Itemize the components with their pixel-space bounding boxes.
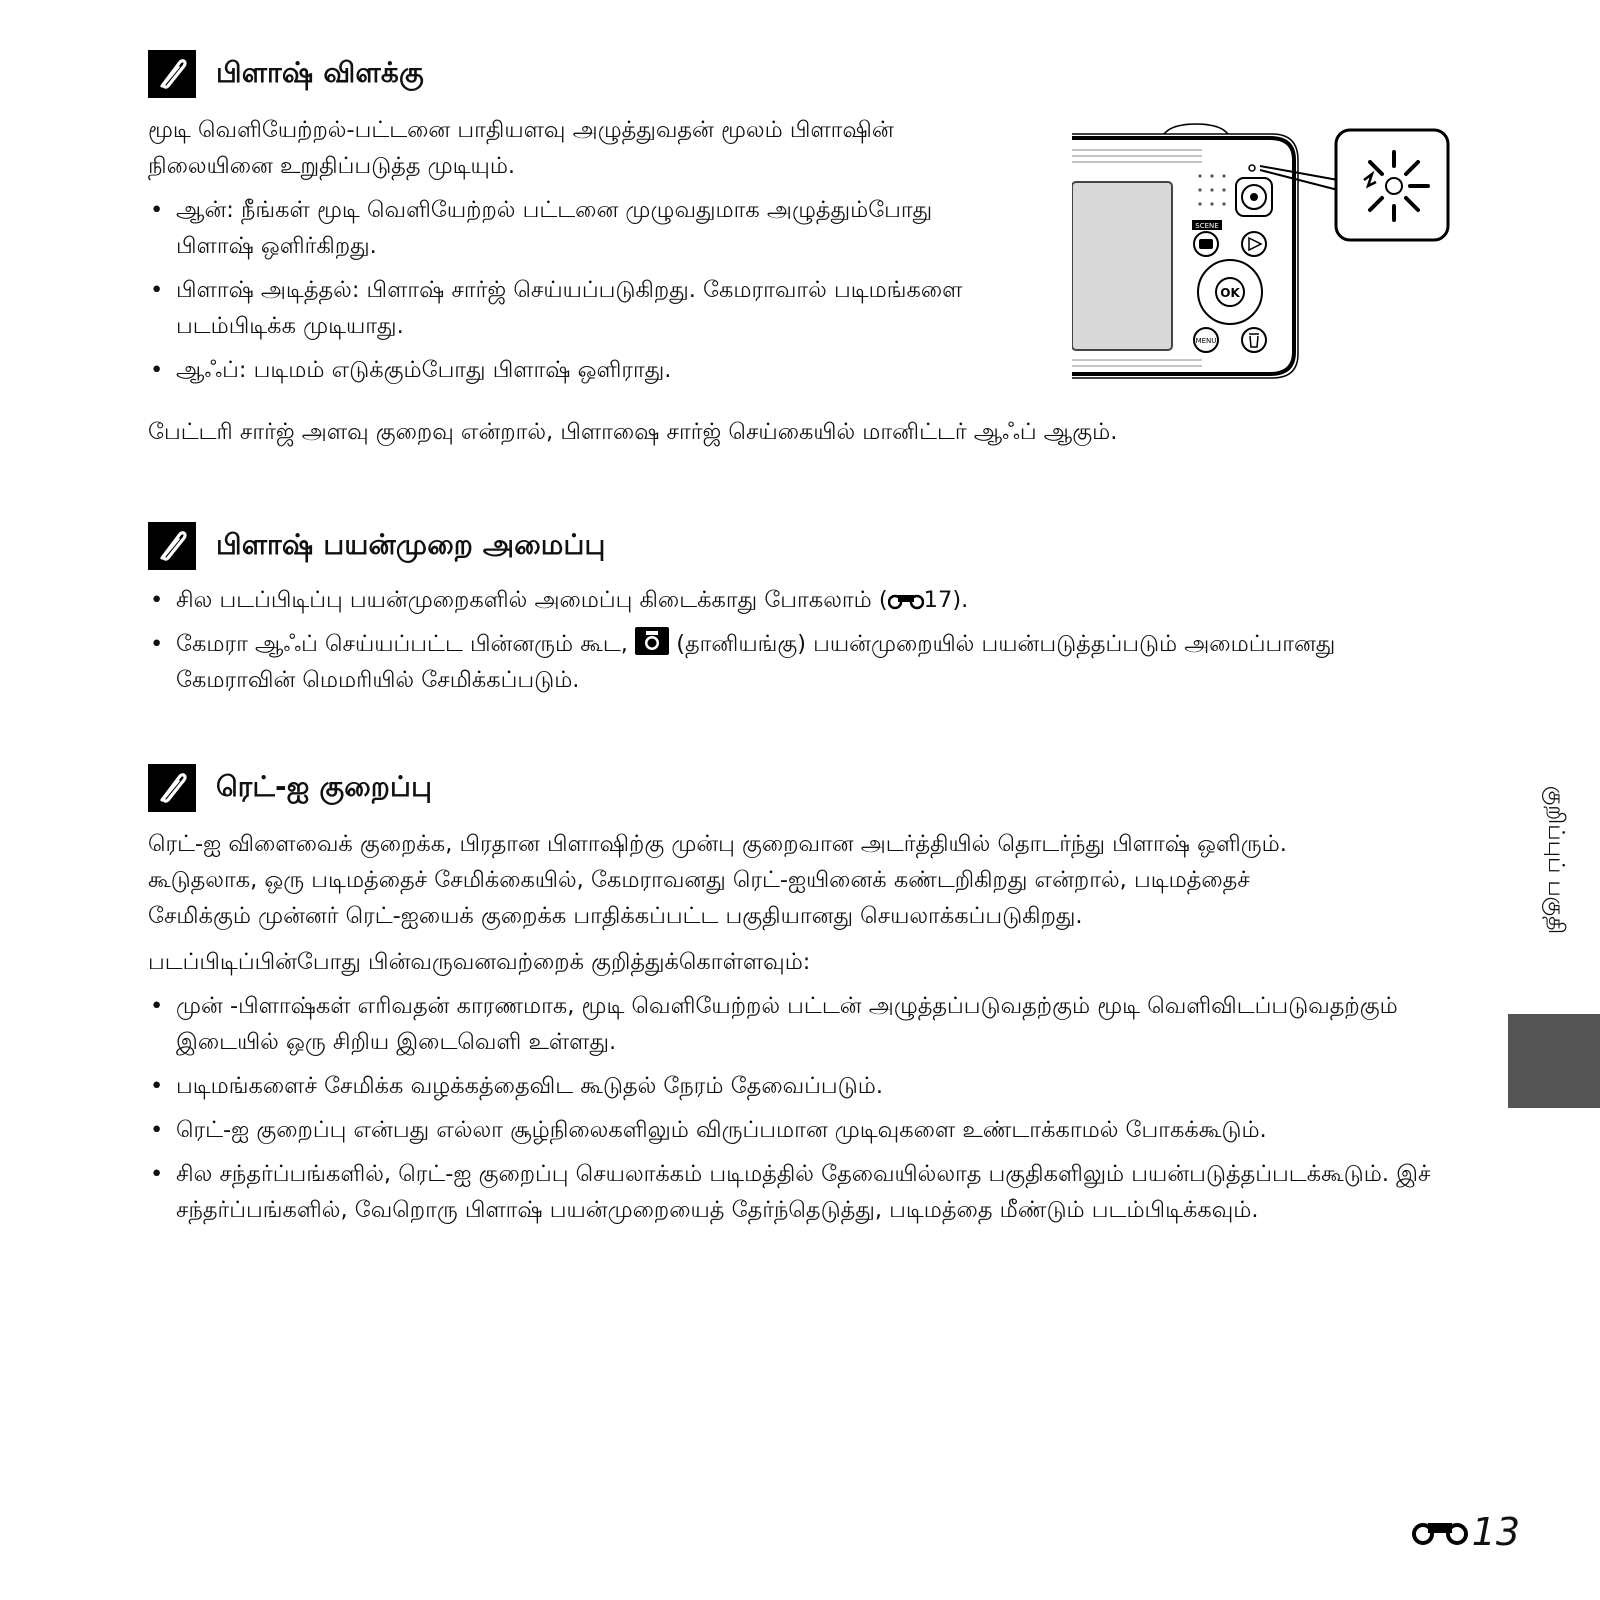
list-item: • ஆன்: நீங்கள் மூடி வெளியேற்றல் பட்டனை முழுவதுமாக அழுத்தும்போது பிளாஷ் ஒளிர்கிறது. <box>148 192 978 264</box>
bullet-list <box>148 192 978 388</box>
reference-icon <box>888 591 924 611</box>
note-pencil-icon <box>148 522 196 570</box>
section-paragraph: படப்பிடிப்பின்போது பின்வருவனவற்றைக் குறித்துக்கொள்ளவும்: <box>148 949 811 975</box>
list-item: • சில படப்பிடிப்பு பயன்முறைகளில் அமைப்பு கிடைக்காது போகலாம் ( 17). <box>148 582 1438 618</box>
list-item: • முன் -பிளாஷ்கள் எரிவதன் காரணமாக, மூடி வெளியேற்றல் பட்டன் அழுத்தப்படுவதற்கும் மூடி வெளிவிடப்படுவதற்கும் இடையில் ஒரு சிறிய இடைவெளி உள்ளது. <box>148 988 1438 1060</box>
list-item: • சில சந்தர்ப்பங்களில், ரெட்-ஐ குறைப்பு செயலாக்கம் படிமத்தில் தேவையில்லாத பகுதிகளிலும் பயன்படுத்தப்படக்கூடும். இச் சந்தர்ப்பங்களில், வேறொரு பிளாஷ் பயன்முறையைத் தேர்ந்தெடுத்து, படிமத்தை மீண்டும் படம்பிடிக்கவும். <box>148 1156 1438 1228</box>
section-footer-text: பேட்டரி சார்ஜ் அளவு குறைவு என்றால், பிளாஷை சார்ஜ் செய்கையில் மானிட்டர் ஆஃப் ஆகும். <box>148 419 1118 445</box>
section-paragraph: மூடி வெளியேற்றல்-பட்டனை பாதியளவு அழுத்துவதன் மூலம் பிளாஷின் நிலையினை உறுதிப்படுத்த முடியும். <box>148 117 894 179</box>
section-heading: பிளாஷ் பயன்முறை அமைப்பு <box>148 518 1438 574</box>
list-item: • பிளாஷ் அடித்தல்: பிளாஷ் சார்ஜ் செய்யப்படுகிறது. கேமராவால் படிமங்களை படம்பிடிக்க முடியாது. <box>148 272 978 344</box>
section-red-eye-reduction <box>148 760 1438 1228</box>
list-item: • படிமங்களைச் சேமிக்க வழக்கத்தைவிட கூடுதல் நேரம் தேவைப்படும். <box>148 1068 1438 1104</box>
camera-icon <box>635 627 669 655</box>
menu-label: MENU <box>1195 337 1217 345</box>
scene-label: SCENE <box>1195 222 1219 230</box>
camera-back-illustration <box>1072 120 1462 380</box>
section-heading: பிளாஷ் விளக்கு <box>148 46 1008 102</box>
section-heading: ரெட்-ஐ குறைப்பு <box>148 760 1438 816</box>
list-item: • கேமரா ஆஃப் செய்யப்பட்ட பின்னரும் கூட, (தானியங்கு) பயன்முறையில் பயன்படுத்தப்படும் அமைப்பானது கேமராவின் மெமரியில் சேமிக்கப்படும். <box>148 626 1438 698</box>
note-pencil-icon <box>148 50 196 98</box>
page-number: 13 <box>1412 1510 1520 1554</box>
section-paragraph: ரெட்-ஐ விளைவைக் குறைக்க, பிரதான பிளாஷிற்கு முன்பு குறைவான அடர்த்தியில் தொடர்ந்து பிளாஷ் ஒளிரும். கூடுதலாக, ஒரு படிமத்தைச் சேமிக்கையில், கேமராவனது ரெட்-ஐயினைக் கண்டறிகிறது என்றால், படிமத்தைச் சேமிக்கும் முன்னர் ரெட்-ஐயைக் குறைக்க பாதிக்கப்பட்ட பகுதியானது செயலாக்கப்படுகிறது. <box>148 831 1287 929</box>
section-flash-lamp <box>148 46 1008 388</box>
list-item: • ஆஃப்: படிமம் எடுக்கும்போது பிளாஷ் ஒளிராது. <box>148 352 978 388</box>
bullet-list <box>148 582 1438 698</box>
side-tab-marker <box>1508 1014 1600 1108</box>
reference-icon <box>1412 1517 1468 1547</box>
note-pencil-icon <box>148 764 196 812</box>
ok-label: OK <box>1220 286 1240 300</box>
bullet-list <box>148 988 1438 1228</box>
list-item: • ரெட்-ஐ குறைப்பு என்பது எல்லா சூழ்நிலைகளிலும் விருப்பமான முடிவுகளை உண்டாக்காமல் போகக்கூடும். <box>148 1112 1438 1148</box>
cross-reference[interactable]: 17 <box>888 587 953 613</box>
section-flash-mode-setting <box>148 518 1438 698</box>
